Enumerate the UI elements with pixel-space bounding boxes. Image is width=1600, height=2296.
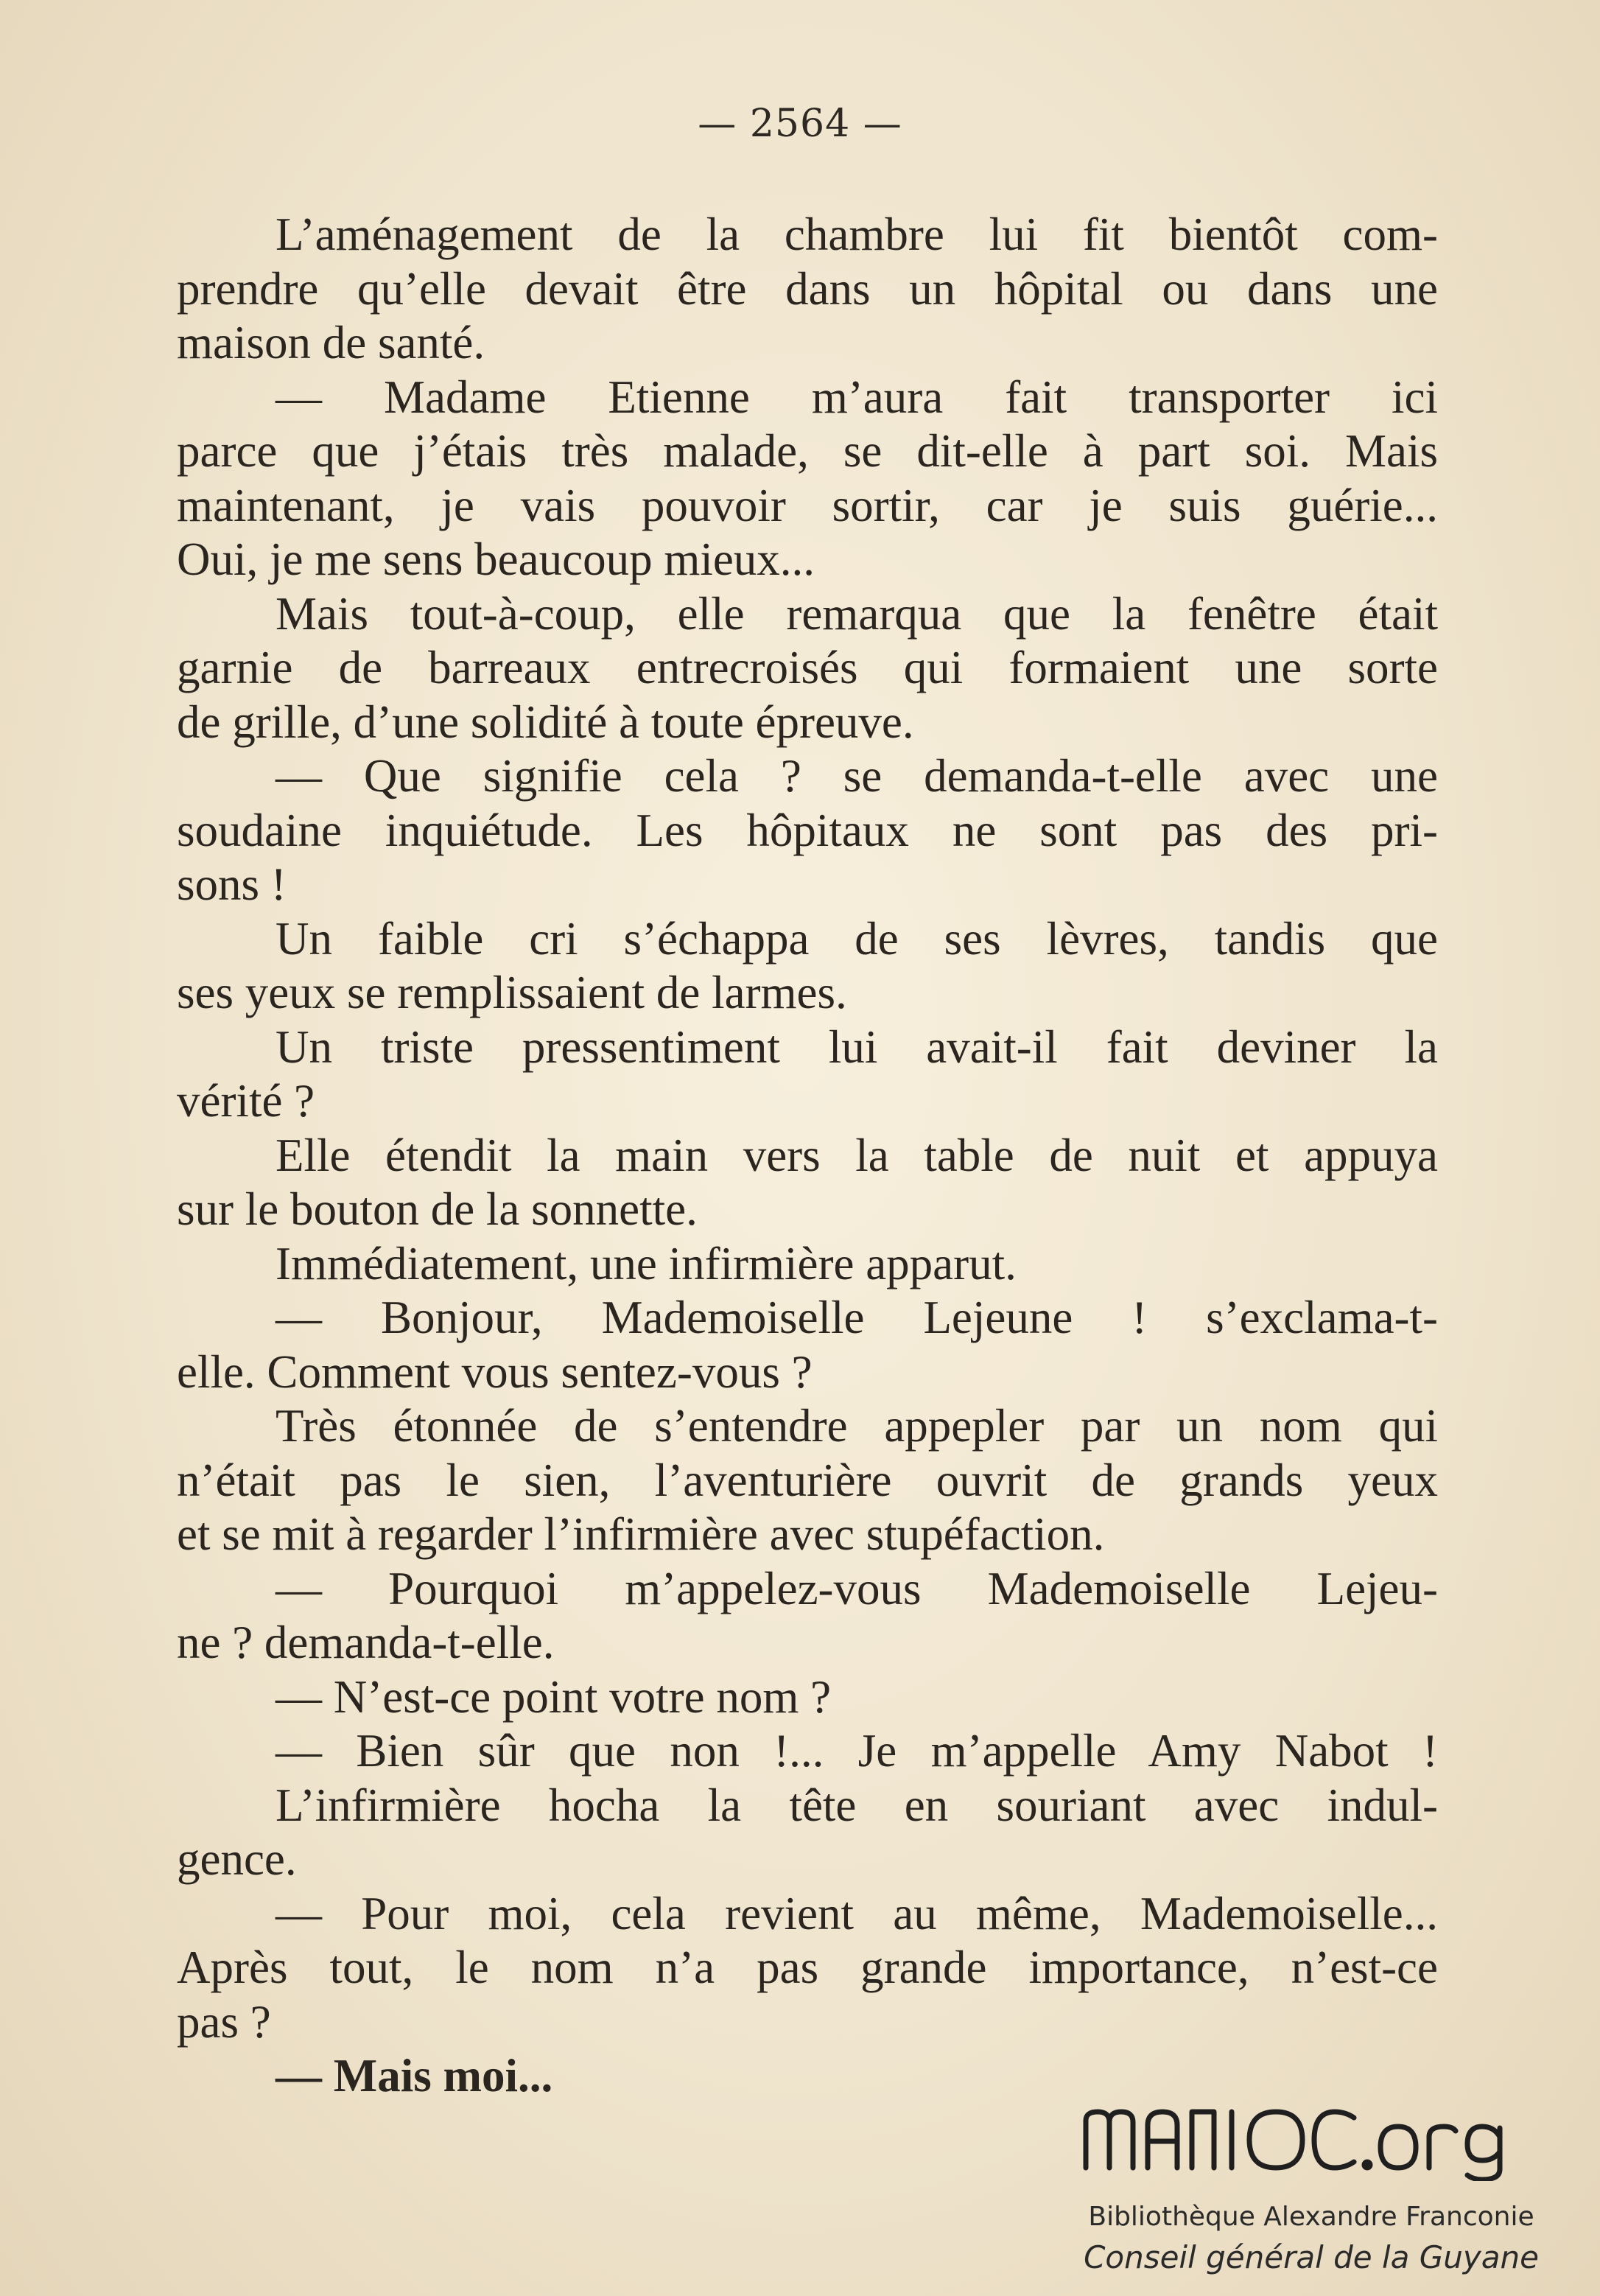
text-line: Immédiatement, une infirmière apparut. xyxy=(276,1237,1017,1289)
text-line: sur le bouton de la sonnette. xyxy=(177,1183,698,1235)
text-line: L’aménagement de la chambre lui fit bientôt com- xyxy=(276,209,1438,260)
manioc-logo-icon xyxy=(1076,2093,1547,2181)
text-line: maintenant, je vais pouvoir sortir, car je suis guérie... xyxy=(177,479,1438,531)
text-line: n’était pas le sien, l’aventurière ouvrit de grands yeux xyxy=(177,1454,1438,1506)
text-line: — Pour moi, cela revient au même, Mademoiselle... xyxy=(276,1887,1438,1939)
text-line: ses yeux se remplissaient de larmes. xyxy=(177,967,847,1018)
text-line: — Pourquoi m’appelez-vous Mademoiselle Lejeu- xyxy=(276,1562,1438,1614)
text-line: maison de santé. xyxy=(177,317,485,368)
text-line: — Madame Etienne m’aura fait transporter ici xyxy=(276,371,1438,423)
text-line: sons ! xyxy=(177,858,287,910)
text-line: L’infirmière hocha la tête en souriant avec indul- xyxy=(276,1779,1438,1831)
manioc-logo xyxy=(1061,2093,1562,2199)
text-line: Oui, je me sens beaucoup mieux... xyxy=(177,533,815,585)
body-text xyxy=(177,208,1438,2104)
text-line: Un triste pressentiment lui avait-il fait deviner la xyxy=(276,1021,1438,1073)
text-line: — Bien sûr que non !... Je m’appelle Amy Nabot ! xyxy=(276,1725,1438,1777)
text-line: vérité ? xyxy=(177,1075,315,1127)
text-line: Très étonnée de s’entendre appepler par un nom qui xyxy=(276,1400,1438,1452)
text-line: Elle étendit la main vers la table de nuit et appuya xyxy=(276,1129,1438,1181)
text-line: Un faible cri s’échappa de ses lèvres, tandis que xyxy=(276,912,1438,965)
text-line: pas ? xyxy=(177,1995,271,2048)
manioc-watermark xyxy=(1061,2093,1562,2275)
text-line: parce que j’étais très malade, se dit-elle à part soi. Mais xyxy=(177,425,1438,477)
text-line: — N’est-ce point votre nom ? xyxy=(276,1670,832,1723)
text-line: prendre qu’elle devait être dans un hôpital ou dans une xyxy=(177,262,1438,315)
text-line: — Mais moi... xyxy=(276,2050,553,2101)
text-line: elle. Comment vous sentez-vous ? xyxy=(177,1345,813,1398)
council-name: Conseil général de la Guyane xyxy=(1084,2239,1539,2275)
text-line: gence. xyxy=(177,1833,297,1885)
text-line: garnie de barreaux entrecroisés qui formaient une sorte xyxy=(177,642,1438,693)
text-line: et se mit à regarder l’infirmière avec stupéfaction. xyxy=(177,1508,1105,1560)
page-number: — 2564 — xyxy=(698,102,902,146)
text-line: — Que signifie cela ? se demanda-t-elle avec une xyxy=(276,750,1438,802)
text-line: — Bonjour, Mademoiselle Lejeune ! s’exclama-t- xyxy=(276,1292,1438,1343)
text-line: Après tout, le nom n’a pas grande importance, n’est-ce xyxy=(177,1942,1438,1993)
text-line: de grille, d’une solidité à toute épreuve. xyxy=(177,696,914,748)
text-line: ne ? demanda-t-elle. xyxy=(177,1617,555,1668)
library-name: Bibliothèque Alexandre Franconie xyxy=(1088,2202,1534,2232)
text-line: Mais tout-à-coup, elle remarqua que la fenêtre était xyxy=(276,587,1438,640)
text-line: soudaine inquiétude. Les hôpitaux ne sont pas des pri- xyxy=(177,804,1438,856)
